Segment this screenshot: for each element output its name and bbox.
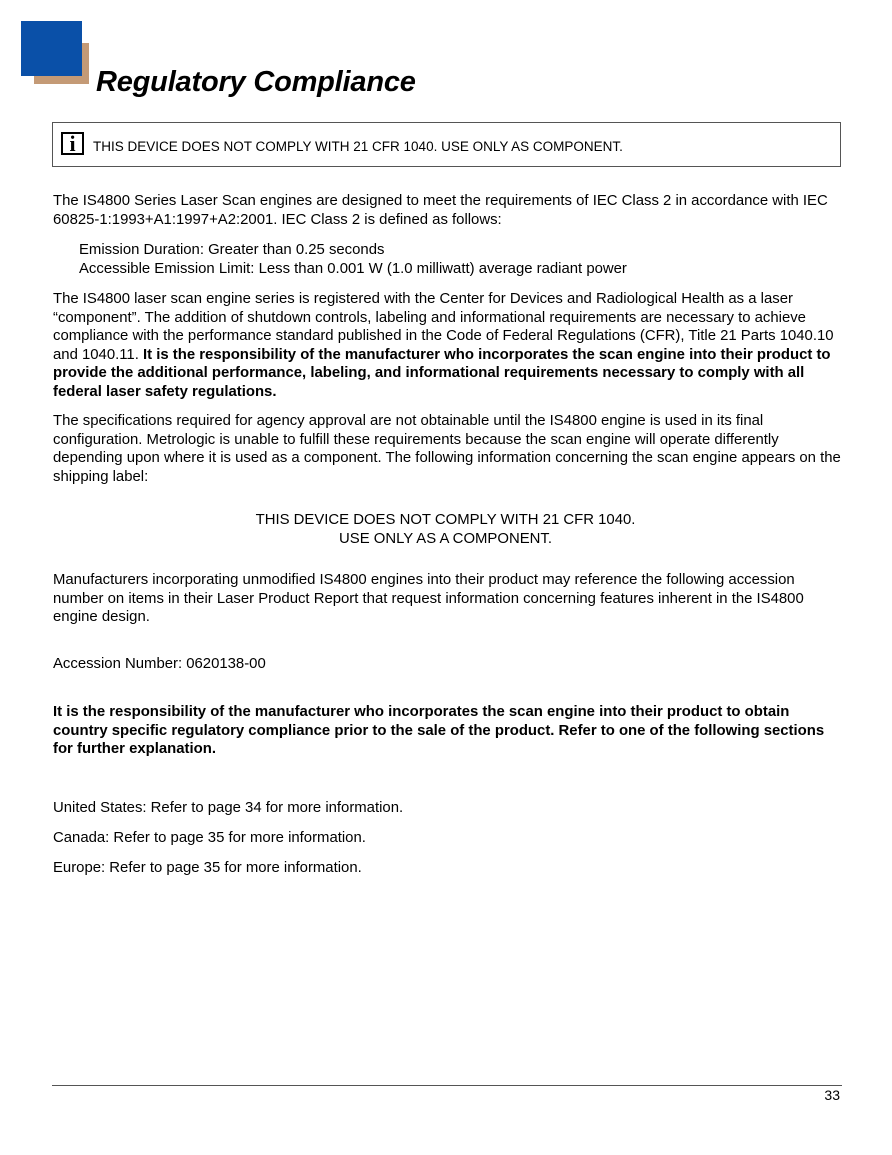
page-title: Regulatory Compliance: [96, 66, 416, 98]
shipping-label-text: [53, 511, 838, 548]
emission-limit: Accessible Emission Limit: Less than 0.001 W (1.0 milliwatt) average radiant power: [79, 260, 627, 277]
europe-reference: Europe: Refer to page 35 for more information.: [53, 860, 362, 876]
accession-number: Accession Number: 0620138-00: [53, 656, 266, 672]
corner-logo: [21, 21, 91, 86]
emission-duration: Emission Duration: Greater than 0.25 seconds: [79, 242, 385, 258]
label-line-1: THIS DEVICE DOES NOT COMPLY WITH 21 CFR 1040.: [255, 512, 636, 528]
registration-text: The IS4800 laser scan engine series is registered with the Center for Devices and Radiological Health as a laser “component”. The addition of shutdown controls, labeling and informational requirements are necessary to achieve compliance with the performance standard published in the Code of Federal Regulations (CFR), Title 21 Parts 1040.10 and 1040.11.: [53, 291, 834, 363]
class2-definition: [53, 241, 879, 278]
canada-reference: Canada: Refer to page 35 for more information.: [53, 830, 366, 846]
compliance-notice-box: [52, 122, 841, 167]
info-icon: i: [61, 132, 84, 155]
logo-front-square: [21, 21, 82, 76]
label-line-2: USE ONLY AS A COMPONENT.: [339, 530, 552, 547]
country-compliance-paragraph: It is the responsibility of the manufacturer who incorporates the scan engine into their product to obtain country specific regulatory compliance prior to the sale of the product. Refer to one of the following sections for further explanation.: [53, 704, 825, 758]
responsibility-text: It is the responsibility of the manufacturer who incorporates the scan engine into their product to provide the additional performance, labeling, and informational requirements necessary to comply with all federal laser safety regulations.: [53, 346, 831, 400]
page-number: 33: [824, 1087, 840, 1103]
us-reference: United States: Refer to page 34 for more information.: [53, 800, 404, 816]
intro-paragraph: The IS4800 Series Laser Scan engines are designed to meet the requirements of IEC Class 2 in accordance with IEC 60825-1:1993+A1:1997+A2:2001. IEC Class 2 is defined as follows:: [53, 193, 828, 228]
registration-paragraph: [53, 290, 843, 402]
notice-text: THIS DEVICE DOES NOT COMPLY WITH 21 CFR 1040. USE ONLY AS COMPONENT.: [93, 139, 623, 154]
footer-rule: [52, 1085, 842, 1086]
manufacturers-paragraph: Manufacturers incorporating unmodified IS4800 engines into their product may reference the following accession number on items in their Laser Product Report that request information concerning features inherent in the IS4800 engine design.: [53, 572, 804, 626]
specifications-paragraph: The specifications required for agency approval are not obtainable until the IS4800 engine is used in its final configuration. Metrologic is unable to fulfill these requirements because the scan engine will operate differently depending upon where it is used as a component. The following information concerning the scan engine appears on the shipping label:: [53, 413, 841, 485]
